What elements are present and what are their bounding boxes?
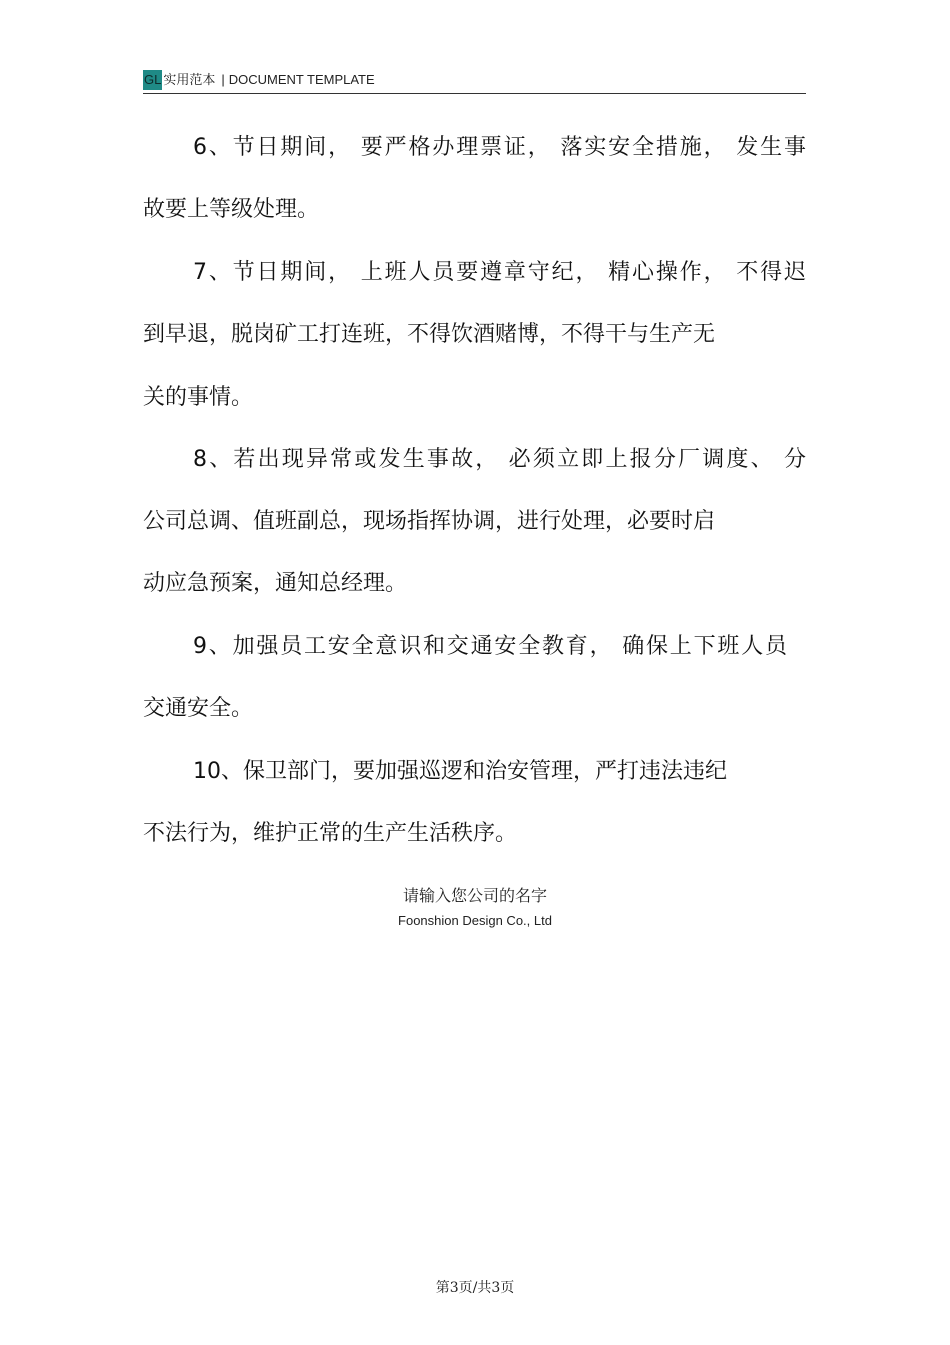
paragraph-9-line-1: 9、加强员工安全意识和交通安全教育， 确保上下班人员 xyxy=(193,634,787,659)
paragraph-8-line-3: 动应急预案，通知总经理。 xyxy=(143,571,408,596)
paragraph-8-line-2: 公司总调、值班副总，现场指挥协调，进行处理，必要时启 xyxy=(143,509,716,534)
paragraph-10-line-1: 10、保卫部门，要加强巡逻和治安管理，严打违法违纪 xyxy=(193,759,727,784)
company-name-english: Foonshion Design Co., Ltd xyxy=(398,913,552,928)
paragraph-6-line-1: 6、节日期间， 要严格办理票证， 落实安全措施， 发生事 xyxy=(193,135,806,160)
paragraph-7-line-2: 到早退，脱岗矿工打连班，不得饮酒赌博，不得干与生产无 xyxy=(143,322,716,347)
paragraph-10-line-2: 不法行为，维护正常的生产生活秩序。 xyxy=(143,821,518,846)
gl-logo: GL xyxy=(143,70,162,90)
paragraph-9-line-2: 交通安全。 xyxy=(143,696,254,721)
paragraph-7-line-3: 关的事情。 xyxy=(143,385,254,410)
paragraph-8-line-1: 8、若出现异常或发生事故， 必须立即上报分厂调度、 分 xyxy=(193,447,806,472)
header-separator: | xyxy=(221,72,225,87)
page-number: 第3页/共3页 xyxy=(435,1280,515,1296)
header-title: 实用范本 xyxy=(163,72,216,87)
paragraph-7-line-1: 7、节日期间， 上班人员要遵章守纪， 精心操作， 不得迟 xyxy=(193,260,806,285)
paragraph-6-line-2: 故要上等级处理。 xyxy=(143,197,320,222)
document-header xyxy=(143,70,806,94)
company-name: 请输入您公司的名字 xyxy=(402,886,547,905)
header-subtitle: DOCUMENT TEMPLATE xyxy=(228,72,375,87)
